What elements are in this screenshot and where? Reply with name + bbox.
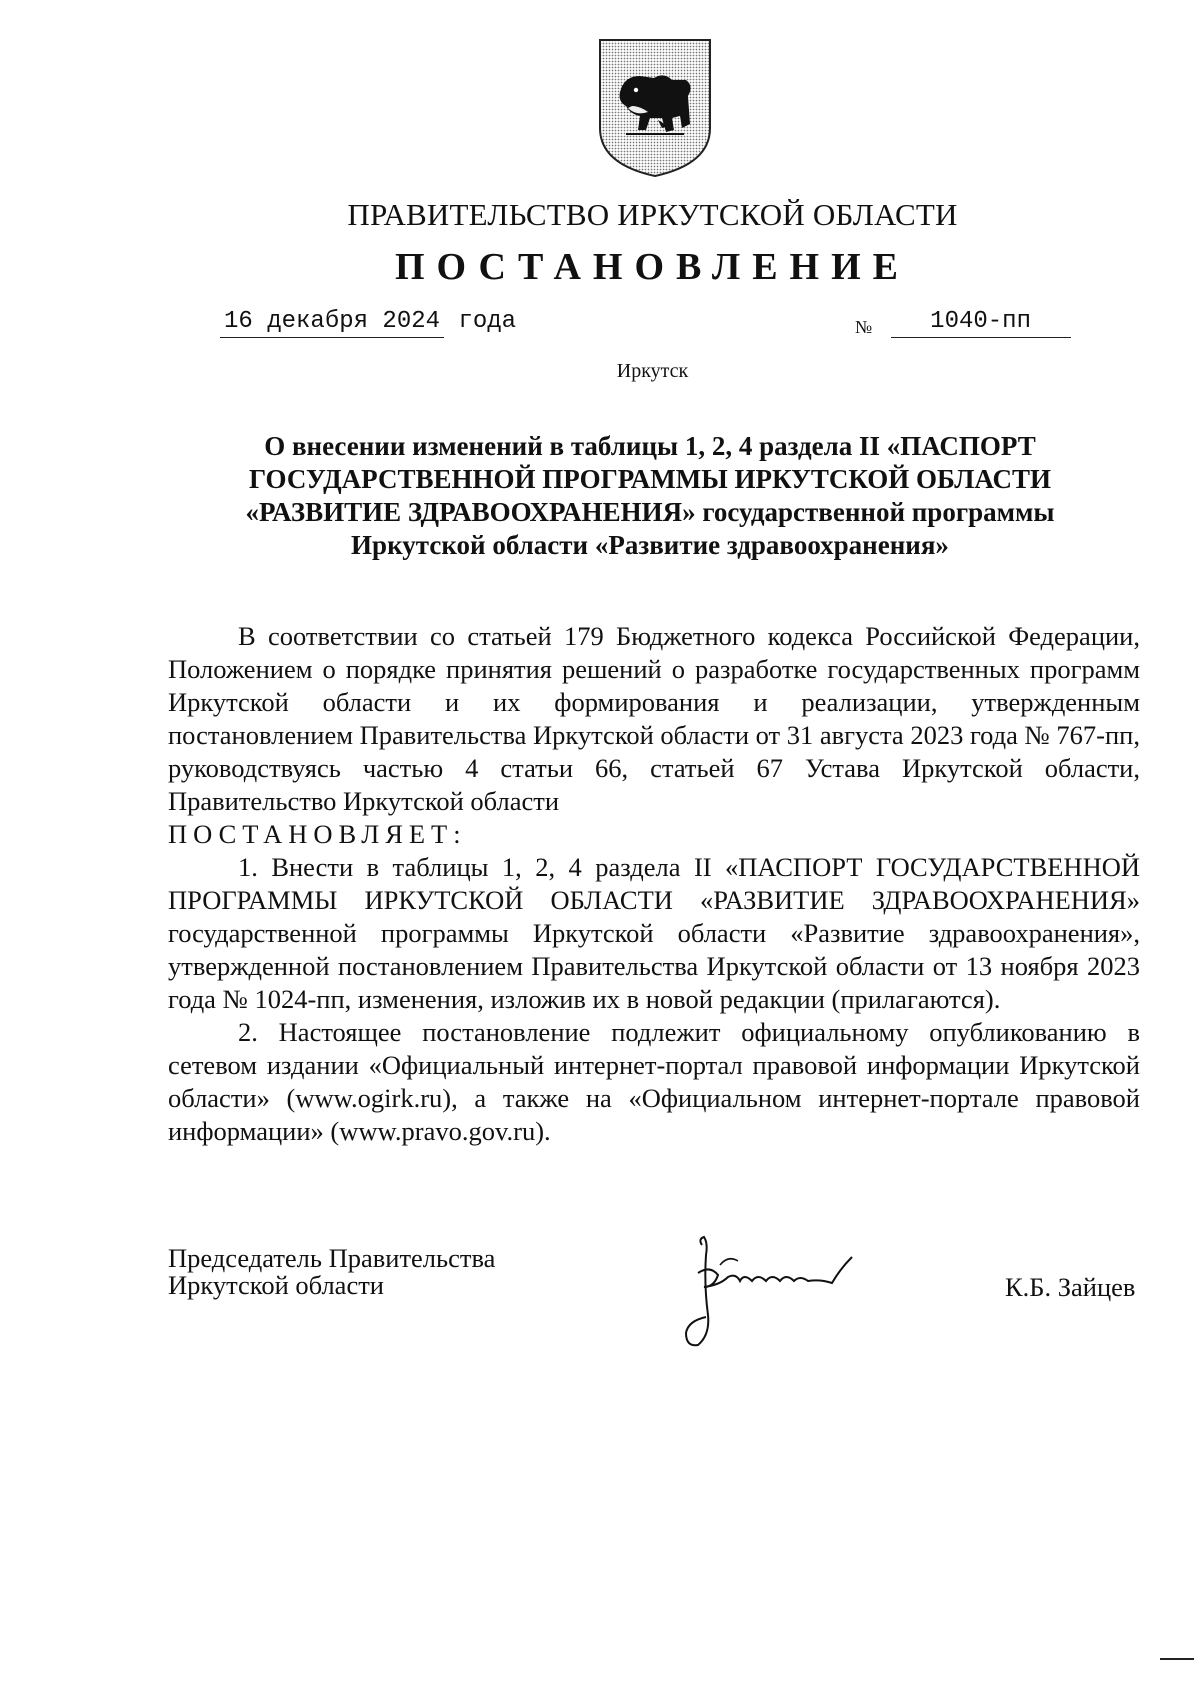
subject-line: О внесении изменений в таблицы 1, 2, 4 раздела II «ПАСПОРТ	[264, 431, 1036, 461]
subject-line: Иркутской области «Развитие здравоохранения»	[351, 530, 949, 560]
signer-name: К.Б. Зайцев	[1005, 1272, 1136, 1302]
item-1-paragraph: 1. Внести в таблицы 1, 2, 4 раздела II «ПАСПОРТ ГОСУДАРСТВЕННОЙ ПРОГРАММЫ ИРКУТСКОЙ ОБЛАСТИ «РАЗВИТИЕ ЗДРАВООХРАНЕНИЯ» государственной программы Иркутской области «Развитие здравоохранения», утвержденной постановлением Правительства Иркутской области от 13 ноября 2023 года № 1024-пп, изменения, изложив их в новой редакции (прилагаются).	[168, 852, 1140, 1014]
document-subject	[200, 430, 1100, 562]
coat-of-arms-icon	[596, 36, 714, 179]
government-name: ПРАВИТЕЛЬСТВО ИРКУТСКОЙ ОБЛАСТИ	[347, 197, 958, 232]
city: Иркутск	[616, 360, 689, 382]
date-suffix: года	[458, 308, 517, 335]
preamble-paragraph: В соответствии со статьей 179 Бюджетного кодекса Российской Федерации, Положением о порядке принятия решений о разработке государственных программ Иркутской области и их формирования и реализации, утвержденным постановлением Правительства Иркутской области от 31 августа 2023 года № 767-пп, руководствуясь частью 4 статьи 66, статьей 67 Устава Иркутской области, Правительство Иркутской области	[168, 621, 1140, 816]
item-2-paragraph: 2. Настоящее постановление подлежит официальному опубликованию в сетевом издании «Официальный интернет-портал правовой информации Иркутской области» (www.ogirk.ru), а также на «Официальном интернет-портале правовой информации» (www.pravo.gov.ru).	[168, 1017, 1140, 1146]
signer-title-line: Председатель Правительства	[168, 1243, 496, 1273]
document-number	[855, 308, 1071, 338]
decree-word: ПОСТАНОВЛЯЕТ:	[168, 819, 467, 849]
document-type-title: ПОСТАНОВЛЕНИЕ	[394, 246, 911, 288]
scan-mark	[1160, 1658, 1194, 1660]
number-sign: №	[855, 317, 873, 337]
document-date	[220, 308, 516, 338]
document-body	[168, 620, 1140, 1148]
subject-line: ГОСУДАРСТВЕННОЙ ПРОГРАММЫ ИРКУТСКОЙ ОБЛАСТИ	[249, 464, 1051, 494]
number-value: 1040-пп	[891, 308, 1071, 338]
handwritten-signature	[680, 1225, 930, 1355]
signer-title-line: Иркутской области	[168, 1270, 384, 1300]
date-value: 16 декабря 2024	[220, 308, 444, 338]
subject-line: «РАЗВИТИЕ ЗДРАВООХРАНЕНИЯ» государственной программы	[245, 497, 1055, 527]
signer-title	[168, 1245, 495, 1299]
